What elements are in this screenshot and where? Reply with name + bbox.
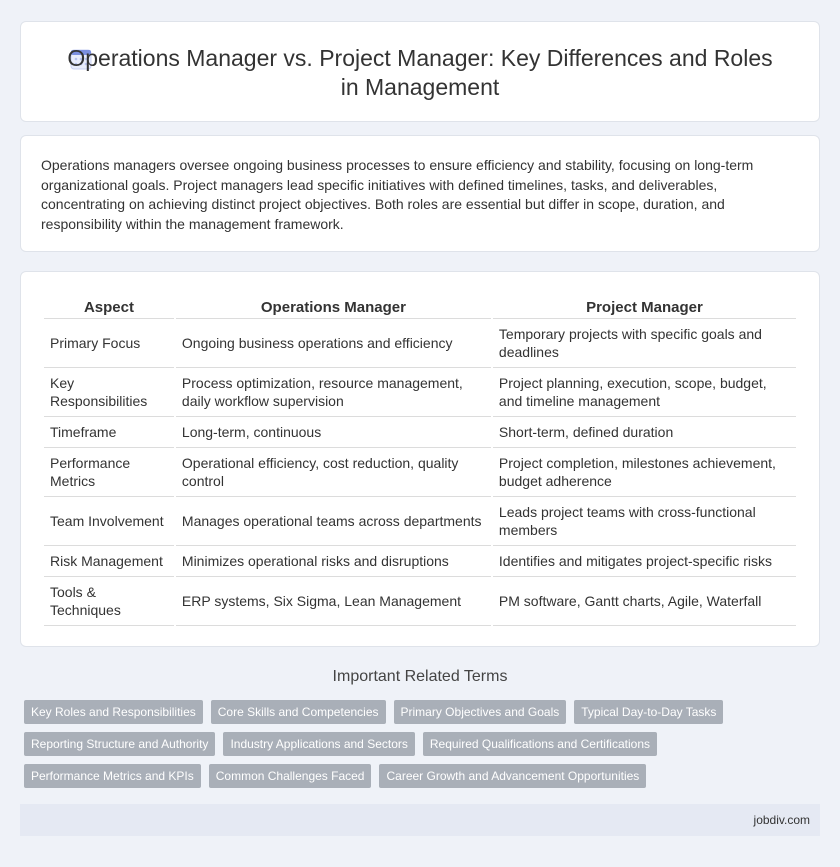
tag-row — [24, 732, 814, 756]
tag-row — [24, 700, 814, 724]
table-cell: Identifies and mitigates project-specific risks — [493, 546, 796, 577]
table-cell: PM software, Gantt charts, Agile, Waterfall — [493, 577, 796, 626]
table-cell: Risk Management — [44, 546, 174, 577]
table-cell: Short-term, defined duration — [493, 417, 796, 448]
table-cell: Performance Metrics — [44, 448, 174, 497]
comparison-table — [42, 297, 798, 626]
tag-link[interactable]: Required Qualifications and Certifications — [423, 732, 657, 756]
table-row — [44, 368, 796, 417]
table-cell: Temporary projects with specific goals and deadlines — [493, 319, 796, 368]
title-card — [20, 21, 820, 122]
table-cell: Manages operational teams across departments — [176, 497, 491, 546]
table-row — [44, 577, 796, 626]
table-header-row — [44, 297, 796, 319]
page-title: Operations Manager vs. Project Manager: Key Differences and Roles in Management — [67, 45, 773, 100]
table-row — [44, 448, 796, 497]
tag-link[interactable]: Performance Metrics and KPIs — [24, 764, 201, 788]
table-cell: Minimizes operational risks and disruptions — [176, 546, 491, 577]
table-row — [44, 546, 796, 577]
table-cell: Timeframe — [44, 417, 174, 448]
tag-link[interactable]: Common Challenges Faced — [209, 764, 372, 788]
intro-paragraph: Operations managers oversee ongoing business processes to ensure efficiency and stability, focusing on long-term organizational goals. Project managers lead specific initiatives with defined timelines, tasks, and deliverables, concentrating on achieving distinct project objectives. Both roles are essential but differ in scope, duration, and responsibility within the management framework. — [41, 157, 754, 232]
table-cell: Primary Focus — [44, 319, 174, 368]
table-row — [44, 497, 796, 546]
tag-row — [24, 764, 814, 788]
table-cell: Team Involvement — [44, 497, 174, 546]
intro-card — [20, 135, 820, 252]
footer-site-link[interactable]: jobdiv.com — [753, 813, 810, 827]
table-cell: Process optimization, resource management, daily workflow supervision — [176, 368, 491, 417]
comparison-card — [20, 271, 820, 647]
table-cell: Project planning, execution, scope, budget, and timeline management — [493, 368, 796, 417]
table-cell: Ongoing business operations and efficiency — [176, 319, 491, 368]
header-operations-manager: Operations Manager — [176, 297, 491, 319]
related-terms-list — [24, 700, 814, 796]
tag-link[interactable]: Reporting Structure and Authority — [24, 732, 215, 756]
tag-link[interactable]: Industry Applications and Sectors — [223, 732, 414, 756]
tag-link[interactable]: Primary Objectives and Goals — [394, 700, 567, 724]
table-cell: Key Responsibilities — [44, 368, 174, 417]
table-cell: ERP systems, Six Sigma, Lean Management — [176, 577, 491, 626]
table-row — [44, 319, 796, 368]
table-row — [44, 417, 796, 448]
tag-link[interactable]: Key Roles and Responsibilities — [24, 700, 203, 724]
tag-link[interactable]: Core Skills and Competencies — [211, 700, 386, 724]
table-cell: Leads project teams with cross-functional members — [493, 497, 796, 546]
table-cell: Long-term, continuous — [176, 417, 491, 448]
table-cell: Tools & Techniques — [44, 577, 174, 626]
table-cell: Operational efficiency, cost reduction, quality control — [176, 448, 491, 497]
header-aspect: Aspect — [44, 297, 174, 319]
tag-link[interactable]: Career Growth and Advancement Opportunities — [379, 764, 646, 788]
footer — [20, 804, 820, 836]
related-terms-title: Important Related Terms — [332, 668, 508, 685]
table-cell: Project completion, milestones achievement, budget adherence — [493, 448, 796, 497]
header-project-manager: Project Manager — [493, 297, 796, 319]
tag-link[interactable]: Typical Day-to-Day Tasks — [574, 700, 723, 724]
